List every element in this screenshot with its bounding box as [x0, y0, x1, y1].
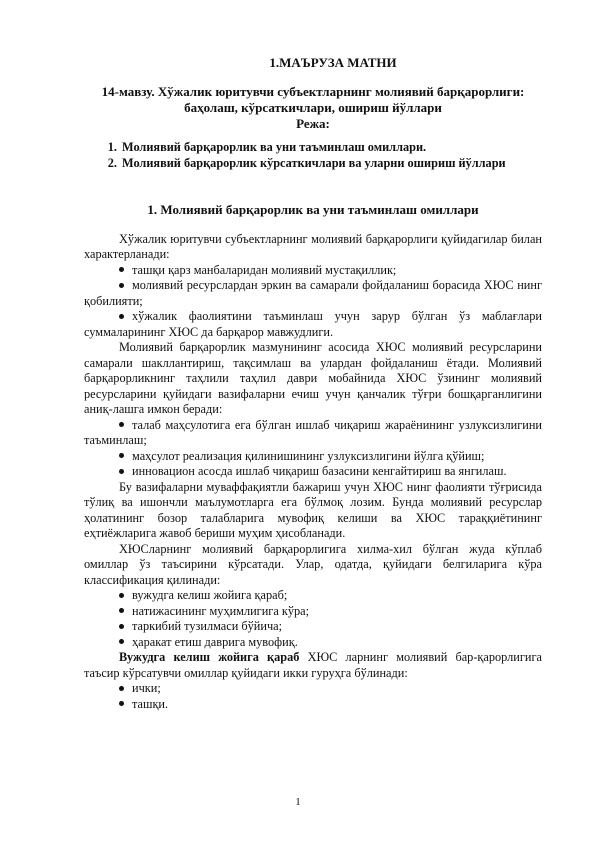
bullet-item: вужудга келиш жойига қараб;	[84, 588, 542, 604]
paragraph: Вужудга келиш жойига қараб ХЮС ларнинг молиявий бар-қарорлигига таъсир кўрсатувчи омиллар қуйидаги икки гуруҳга бўлинади:	[84, 650, 542, 680]
section-heading: 1. Молиявий барқарорлик ва уни таъминлаш омиллари	[147, 202, 479, 217]
bullet-icon	[119, 608, 124, 613]
bullet-item: таркибий тузилмаси бўйича;	[84, 619, 542, 635]
bullet-icon	[119, 624, 124, 629]
bullet-icon	[119, 453, 124, 458]
bullet-item: талаб маҳсулотига ега бўлган ишлаб чиқариш жараёнининг узлуксизлигини таъминлаш;	[84, 417, 542, 447]
bullet-icon	[119, 314, 124, 319]
topic-line-1: 14-мавзу. Хўжалик юритувчи субъектларнинг молиявий барқарорлиги:	[101, 83, 525, 99]
bullet-item: маҳсулот реализация қилинишининг узлуксизлигини йўлга қўйиш;	[84, 449, 542, 465]
bullet-item: молиявий ресурслардан эркин ва самарали фойдаланиш борасида ХЮС нинг қобилияти;	[84, 278, 542, 308]
plan-list	[84, 140, 542, 171]
bullet-item: ташқи қарз манбаларидан молиявий мустақиллик;	[84, 263, 542, 279]
bullet-icon	[119, 422, 124, 427]
bullet-item: инновацион асосда ишлаб чиқариш базасини кенгайтириш ва янгилаш.	[84, 464, 542, 480]
plan-item: 1. Молиявий барқарорлик ва уни таъминлаш омиллари.	[120, 140, 542, 156]
bullet-item: ҳаракат етиш даврига мувофиқ.	[84, 635, 542, 651]
bullet-icon	[119, 283, 124, 288]
bullet-item: хўжалик фаолиятини таъминлаш учун зарур бўлган ўз маблағлари суммаларининг ХЮС да барқарор мавжудлиги.	[84, 309, 542, 339]
bullet-item: натижасининг муҳимлигига кўра;	[84, 604, 542, 620]
bullet-item: ички;	[84, 681, 542, 697]
bullet-icon	[119, 469, 124, 474]
bullet-icon	[119, 593, 124, 598]
page-number: 1	[295, 796, 301, 808]
paragraph: ХЮСларнинг молиявий барқарорлигига хилма-хил бўлган жуда кўплаб омиллар ўз таъсирини кўрсатади. Улар, одатда, қуйидаги белгиларига кўра классификация қилинади:	[84, 541, 542, 587]
bullet-icon	[119, 701, 124, 706]
bullet-icon	[119, 639, 124, 644]
page-content	[84, 55, 542, 712]
paragraph: Хўжалик юритувчи субъектларнинг молиявий барқарорлиги қуйидагилар билан характерланади:	[84, 231, 542, 261]
topic-line-2: баҳолаш, кўрсаткичлари, ошириш йўллари	[184, 99, 442, 115]
bullet-item: ташқи.	[84, 697, 542, 713]
plan-item: 2. Молиявий барқарорлик кўрсаткичлари ва уларни ошириш йўллари	[120, 156, 542, 172]
bullet-icon	[119, 686, 124, 691]
bullet-icon	[119, 267, 124, 272]
bold-phrase: Вужудга келиш жойига қараб	[119, 650, 300, 664]
paragraph: Молиявий барқарорлик мазмунининг асосида ХЮС молиявий ресурсларини самарали шакллантириш, тақсимлаш ва улардан фойдаланиш ётади. Молиявий барқарорликнинг таҳлили таҳлил даври мобайнида ХЮС ўзининг молиявий ресурсларини қуйидаги вазифаларни ечиш учун қанчалик тўғри бошқарганлигини аниқ-лашга имкон беради:	[84, 340, 542, 416]
paragraph: Бу вазифаларни муваффақиятли бажариш учун ХЮС нинг фаолияти тўғрисида тўлиқ ва ишончли маълумотларга ега бўлмоқ лозим. Бунда молиявий ресурслар ҳолатининг бозор талабларига мувофиқ келиши ва ХЮС тараққиётининг еҳтиёжларига жавоб бериши муҳим ҳисобланади.	[84, 479, 542, 540]
plan-label: Режа:	[296, 115, 330, 131]
lecture-title: 1.МАЪРУЗА МАТНИ	[269, 55, 397, 70]
